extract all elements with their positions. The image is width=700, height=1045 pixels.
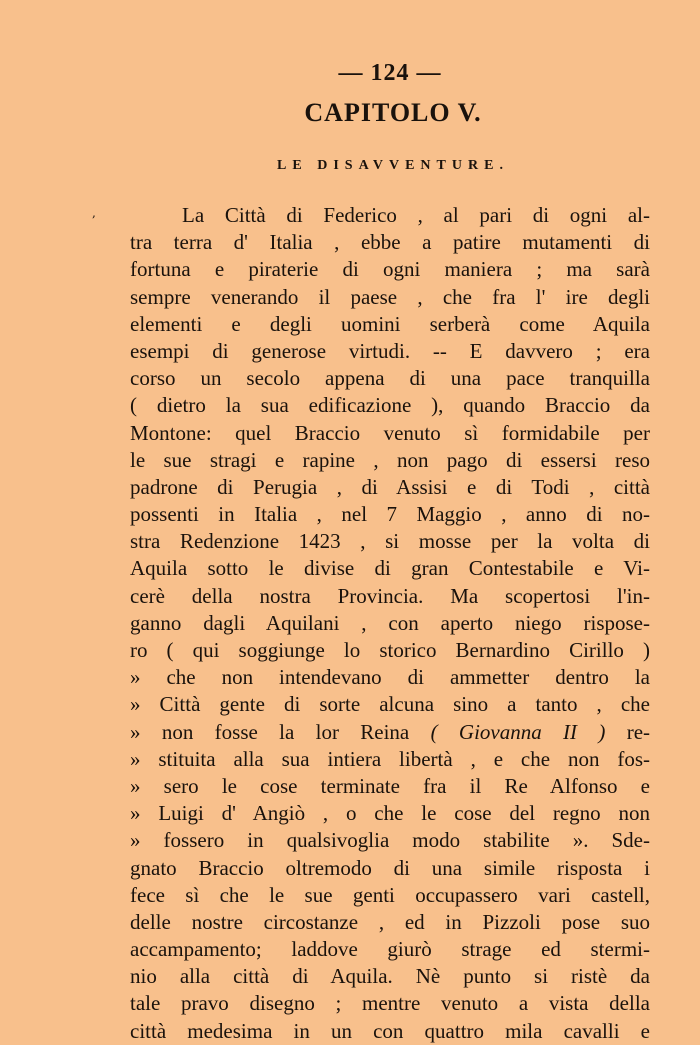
text-line: » fossero in qualsivoglia modo stabilite ». Sde- — [130, 828, 650, 853]
text-line: Aquila sotto le divise di gran Contestabile e Vi- — [130, 556, 650, 581]
text-line: fece sì che le sue genti occupassero vari castell, — [130, 882, 650, 907]
text-line-end: re- — [626, 719, 651, 744]
text-line: » Luigi d' Angiò , o che le cose del regno non — [130, 801, 650, 826]
page-number: — 124 — — [338, 60, 442, 86]
italic-name: ( Giovanna II ) — [430, 719, 606, 744]
text-line: cerè della nostra Provincia. Ma scopertosi l'in- — [130, 583, 650, 608]
text-line: Montone: quel Braccio venuto sì formidabile per — [130, 420, 650, 445]
text-line: sempre venerando il paese , che fra l' ire degli — [130, 284, 650, 309]
text-line: delle nostre circostanze , ed in Pizzoli pose suo — [130, 909, 650, 934]
text-line: elementi e degli uomini serberà come Aquila — [130, 311, 650, 336]
text-line: ganno dagli Aquilani , con aperto niego rispose- — [130, 610, 650, 635]
text-line: corso un secolo appena di una pace tranquilla — [130, 366, 650, 391]
chapter-title: CAPITOLO V. — [304, 98, 482, 127]
text-line: le sue stragi e rapine , non pago di essersi reso — [130, 447, 650, 472]
text-line: tra terra d' Italia , ebbe a patire mutamenti di — [130, 230, 650, 255]
text-line: tale pravo disegno ; mentre venuto a vista della — [130, 991, 650, 1016]
text-line: accampamento; laddove giurò strage ed stermi- — [130, 937, 650, 962]
text-line: » stituita alla sua intiera libertà , e che non fos- — [130, 746, 650, 771]
text-line: possenti in Italia , nel 7 Maggio , anno di no- — [130, 502, 650, 527]
text-line: ( dietro la sua edificazione ), quando Braccio da — [130, 393, 650, 418]
text-line: nio alla città di Aquila. Nè punto si ristè da — [130, 964, 650, 989]
text-line: » che non intendevano di ammetter dentro la — [130, 665, 650, 690]
text-line: gnato Braccio oltremodo di una simile risposta i — [130, 855, 650, 880]
text-line: padrone di Perugia , di Assisi e di Todi , città — [130, 474, 650, 499]
section-title: LE DISAVVENTURE. — [277, 158, 509, 173]
text-line: La Città di Federico , al pari di ogni al- — [182, 203, 650, 227]
body-text — [130, 202, 650, 1045]
text-line: ro ( qui soggiunge lo storico Bernardino Cirillo ) — [130, 638, 650, 662]
text-line: esempi di generose virtudi. -- E davvero ; era — [130, 338, 650, 363]
text-line: stra Redenzione 1423 , si mosse per la volta di — [130, 529, 650, 554]
text-line-start: » non fosse la lor Reina — [130, 719, 410, 744]
text-line: » sero le cose terminate fra il Re Alfonso e — [130, 773, 650, 798]
text-line-with-italic — [130, 719, 650, 746]
text-line: » Città gente di sorte alcuna sino a tanto , che — [130, 692, 650, 717]
text-line: fortuna e piraterie di ogni maniera ; ma sarà — [130, 257, 650, 282]
stray-ink-mark: , — [92, 206, 96, 220]
text-line: città medesima in un con quattro mila cavalli e — [130, 1018, 650, 1043]
